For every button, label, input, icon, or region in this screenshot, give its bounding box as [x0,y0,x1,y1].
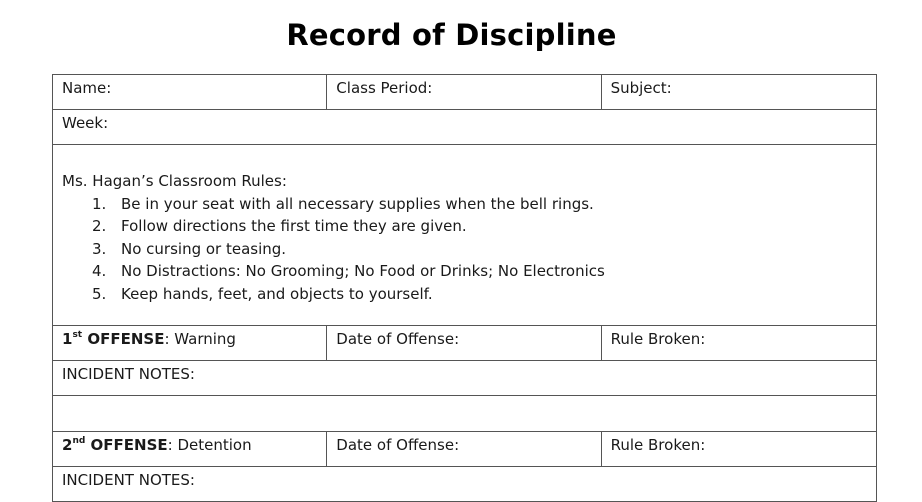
rule-number: 4. [92,262,107,280]
subject-label: Subject: [610,79,672,97]
offense-label: OFFENSE [87,330,165,348]
rule-number: 2. [92,217,107,235]
offense-1-notes-field[interactable] [53,361,877,396]
header-row [53,75,877,110]
rule-number: 3. [92,239,107,258]
rule-broken-label: Rule Broken: [610,436,706,454]
subject-field[interactable] [601,75,876,110]
rules-section [53,145,877,326]
blank-notes-line[interactable] [53,396,877,432]
rule-item [62,193,867,216]
offense-2-date-field[interactable] [327,432,601,467]
rule-text: Follow directions the first time they are given. [121,217,467,235]
offense-consequence: : Warning [164,330,236,348]
rules-heading: Ms. Hagan’s Classroom Rules: [62,172,287,190]
blank-row [53,396,877,432]
offense-1-row [53,326,877,361]
name-label: Name: [62,79,112,97]
rule-number: 5. [92,284,107,303]
week-label: Week: [62,114,109,132]
incident-notes-label: INCIDENT NOTES: [62,471,195,489]
offense-1-notes-row [53,361,877,396]
offense-label: OFFENSE [90,436,168,454]
rule-item [62,238,867,261]
rule-text: No cursing or teasing. [121,239,287,258]
offense-2-rule-field[interactable] [601,432,876,467]
offense-1-title [53,326,327,361]
offense-1-date-field[interactable] [327,326,601,361]
offense-ordinal-suffix: st [72,330,83,340]
rule-item [62,215,867,238]
week-row [53,110,877,145]
week-field[interactable] [53,110,877,145]
class-period-field[interactable] [327,75,601,110]
rule-item [62,260,867,283]
rules-row [53,145,877,326]
offense-2-row [53,432,877,467]
rule-item [62,283,867,306]
offense-2-notes-field[interactable] [53,467,877,502]
date-of-offense-label: Date of Offense: [336,330,460,348]
class-period-label: Class Period: [336,79,433,97]
rule-text: No Distractions: No Grooming; No Food or Drinks; No Electronics [121,262,605,280]
rule-text: Keep hands, feet, and objects to yourself. [121,284,433,303]
offense-ordinal-suffix: nd [72,436,86,446]
date-of-offense-label: Date of Offense: [336,436,460,454]
rule-broken-label: Rule Broken: [610,330,706,348]
rule-number: 1. [92,194,107,213]
page-title: Record of Discipline [286,18,617,52]
rules-list [62,193,867,306]
offense-1-rule-field[interactable] [601,326,876,361]
name-field[interactable] [53,75,327,110]
offense-ordinal: 2 [62,436,73,454]
offense-2-title [53,432,327,467]
offense-2-notes-row [53,467,877,502]
rule-text: Be in your seat with all necessary supplies when the bell rings. [121,194,594,213]
offense-ordinal: 1 [62,330,73,348]
incident-notes-label: INCIDENT NOTES: [62,365,195,383]
offense-consequence: : Detention [167,436,252,454]
discipline-form [52,74,877,502]
